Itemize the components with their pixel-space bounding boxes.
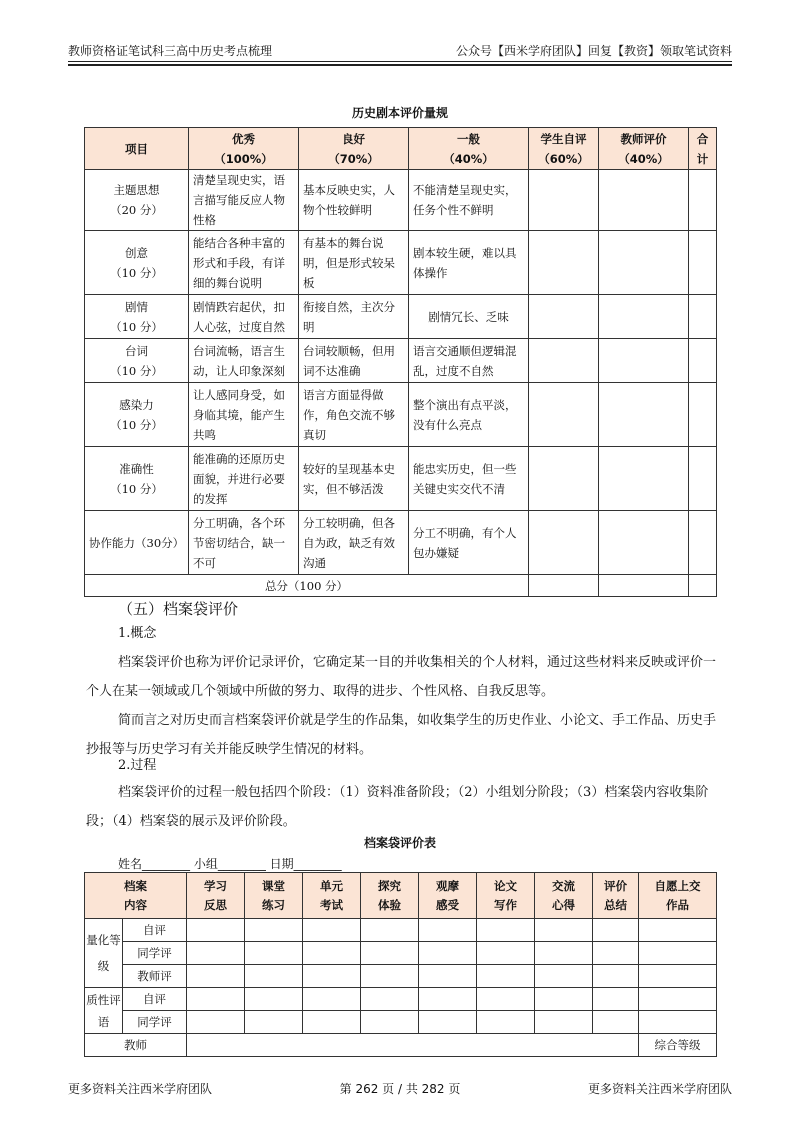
row-item: 台词 （10 分） <box>85 339 189 383</box>
total-cell[interactable] <box>689 447 717 511</box>
grade-cell[interactable] <box>593 942 639 965</box>
teacher-comment-cell[interactable] <box>187 1034 639 1057</box>
teacher-eval-cell[interactable] <box>599 339 689 383</box>
total-cell[interactable] <box>689 383 717 447</box>
table-row <box>85 988 717 1011</box>
teacher-eval-cell[interactable] <box>599 295 689 339</box>
comment-cell[interactable] <box>419 1011 477 1034</box>
good-text: 分工较明确，但各自为政，缺乏有效沟通 <box>303 515 395 570</box>
comment-cell[interactable] <box>361 1011 419 1034</box>
page-footer <box>68 1080 732 1097</box>
comment-cell[interactable] <box>477 1011 535 1034</box>
grade-cell[interactable] <box>477 965 535 988</box>
excellent-text: 能准确的还原历史面貌，并进行必要的发挥 <box>193 451 285 506</box>
group-qual: 质性评语 <box>85 988 123 1034</box>
comment-cell[interactable] <box>593 988 639 1011</box>
fair-text: 分工不明确，有个人包办嫌疑 <box>413 525 517 560</box>
grade-cell[interactable] <box>245 965 303 988</box>
th-excellent: 优秀 （100%） <box>189 128 299 170</box>
good-text: 较好的呈现基本史实，但不够活泼 <box>303 461 395 496</box>
total-cell[interactable] <box>689 295 717 339</box>
row-item: 创意 （10 分） <box>85 231 189 295</box>
paragraph-process: 档案袋评价的过程一般包括四个阶段：（1）资料准备阶段；（2）小组划分阶段；（3）档案袋内容收集阶段；（4）档案袋的展示及评价阶段。 <box>86 785 709 829</box>
grade-cell[interactable] <box>303 965 361 988</box>
comment-cell[interactable] <box>639 1011 717 1034</box>
teacher-eval-cell[interactable] <box>599 447 689 511</box>
self-eval-cell[interactable] <box>529 339 599 383</box>
total-cell[interactable] <box>689 511 717 575</box>
script-rubric-table <box>84 127 717 597</box>
teacher-eval-cell[interactable] <box>599 231 689 295</box>
th-col: 交流 心得 <box>535 873 593 919</box>
teacher-eval-cell[interactable] <box>599 575 689 597</box>
teacher-row <box>85 1034 717 1057</box>
good-text: 衔接自然，主次分明 <box>303 299 395 334</box>
th-item: 项目 <box>85 128 189 170</box>
row-label: 同学评 <box>123 942 187 965</box>
table-row <box>85 942 717 965</box>
teacher-eval-cell[interactable] <box>599 170 689 231</box>
grade-cell[interactable] <box>187 919 245 942</box>
excellent-text: 台词流畅，语言生动，让人印象深刻 <box>193 343 285 378</box>
header-rule-thick <box>68 64 732 66</box>
comment-cell[interactable] <box>187 1011 245 1034</box>
table-row <box>85 919 717 942</box>
footer-left: 更多资料关注西米学府团队 <box>68 1082 213 1096</box>
table-row <box>85 383 717 447</box>
teacher-eval-cell[interactable] <box>599 511 689 575</box>
row-label: 自评 <box>123 919 187 942</box>
fair-text: 整个演出有点平淡，没有什么亮点 <box>413 397 517 432</box>
grade-cell[interactable] <box>477 919 535 942</box>
footer-right: 更多资料关注西米学府团队 <box>587 1082 732 1096</box>
th-col: 课堂 练习 <box>245 873 303 919</box>
excellent-text: 能结合各种丰富的形式和手段，有详细的舞台说明 <box>193 235 285 290</box>
header-right: 公众号【西米学府团队】回复【教资】领取笔试资料 <box>455 44 732 58</box>
self-eval-cell[interactable] <box>529 170 599 231</box>
row-label: 教师评 <box>123 965 187 988</box>
row-label: 同学评 <box>123 1011 187 1034</box>
table-row <box>85 447 717 511</box>
th-col: 评价 总结 <box>593 873 639 919</box>
grade-cell[interactable] <box>419 942 477 965</box>
table-row <box>85 170 717 231</box>
grade-cell[interactable] <box>535 919 593 942</box>
paragraph-summary: 简而言之对历史而言档案袋评价就是学生的作品集，如收集学生的历史作业、小论文、手工作品、历史手抄报等与历史学习有关并能反映学生情况的材料。 <box>86 713 717 757</box>
section-title: （五）档案袋评价 <box>118 600 239 618</box>
comment-cell[interactable] <box>245 988 303 1011</box>
grade-cell[interactable] <box>419 919 477 942</box>
paragraph-concept: 档案袋评价也称为评价记录评价，它确定某一目的并收集相关的个人材料，通过这些材料来反映或评价一个人在某一领域或几个领域中所做的努力、取得的进步、个性风格、自我反思等。 <box>86 655 717 699</box>
total-cell[interactable] <box>689 231 717 295</box>
fair-text: 不能清楚呈现史实，任务个性不鲜明 <box>413 183 517 217</box>
teacher-label: 教师 <box>85 1034 187 1057</box>
grade-cell[interactable] <box>535 942 593 965</box>
th-self-eval: 学生自评 （60%） <box>529 128 599 170</box>
comment-cell[interactable] <box>303 988 361 1011</box>
th-corner: 档案 内容 <box>85 873 187 919</box>
table2-caption: 档案袋评价表 <box>363 836 436 850</box>
table2-header-row <box>85 873 717 919</box>
grade-cell[interactable] <box>245 942 303 965</box>
comment-cell[interactable] <box>535 1011 593 1034</box>
table-row <box>85 295 717 339</box>
row-item: 准确性 （10 分） <box>85 447 189 511</box>
grade-cell[interactable] <box>245 919 303 942</box>
self-eval-cell[interactable] <box>529 295 599 339</box>
comment-cell[interactable] <box>593 1011 639 1034</box>
fair-text: 语言交通顺但逻辑混乱，过度不自然 <box>413 343 517 378</box>
comment-cell[interactable] <box>187 988 245 1011</box>
fair-text: 剧情冗长、乏味 <box>428 309 509 324</box>
self-eval-cell[interactable] <box>529 231 599 295</box>
table-row <box>85 1011 717 1034</box>
good-text: 有基本的舞台说明，但是形式较呆板 <box>303 235 395 290</box>
self-eval-cell[interactable] <box>529 383 599 447</box>
grade-cell[interactable] <box>639 965 717 988</box>
table-row <box>85 965 717 988</box>
th-good: 良好 （70%） <box>299 128 409 170</box>
fair-text: 能忠实历史，但一些关键史实交代不清 <box>413 461 517 496</box>
good-text: 语言方面显得做作，角色交流不够真切 <box>303 387 395 442</box>
good-text: 基本反映史实，人物个性较鲜明 <box>303 183 395 217</box>
header-left: 教师资格证笔试科三高中历史考点梳理 <box>68 44 273 58</box>
grade-cell[interactable] <box>361 942 419 965</box>
total-cell[interactable] <box>689 170 717 231</box>
th-col: 单元 考试 <box>303 873 361 919</box>
grade-cell[interactable] <box>303 919 361 942</box>
good-text: 台词较顺畅，但用词不达准确 <box>303 343 395 378</box>
table1-header-row <box>85 128 717 170</box>
row-item: 协作能力（30分） <box>85 511 189 575</box>
row-item: 剧情 （10 分） <box>85 295 189 339</box>
grade-cell[interactable] <box>639 919 717 942</box>
page-header <box>68 42 732 60</box>
table1-caption: 历史剧本评价量规 <box>351 106 448 120</box>
portfolio-eval-table <box>84 872 717 1057</box>
grade-cell[interactable] <box>477 942 535 965</box>
grade-cell[interactable] <box>593 919 639 942</box>
comment-cell[interactable] <box>419 988 477 1011</box>
total-cell[interactable] <box>689 339 717 383</box>
th-col: 论文 写作 <box>477 873 535 919</box>
total-cell[interactable] <box>689 575 717 597</box>
excellent-text: 分工明确，各个环节密切结合，缺一不可 <box>193 515 285 570</box>
grade-cell[interactable] <box>535 965 593 988</box>
self-eval-cell[interactable] <box>529 447 599 511</box>
self-eval-cell[interactable] <box>529 575 599 597</box>
subheading-concept: 1.概念 <box>118 626 157 641</box>
excellent-text: 剧情跌宕起伏，扣人心弦，过度自然 <box>193 299 285 334</box>
overall-grade-label: 综合等级 <box>639 1034 717 1057</box>
th-col: 学习 反思 <box>187 873 245 919</box>
row-label: 自评 <box>123 988 187 1011</box>
comment-cell[interactable] <box>245 1011 303 1034</box>
th-col: 自愿上交 作品 <box>639 873 717 919</box>
comment-cell[interactable] <box>535 988 593 1011</box>
subheading-process: 2.过程 <box>118 758 157 773</box>
self-eval-cell[interactable] <box>529 511 599 575</box>
fair-text: 剧本较生硬，难以具体操作 <box>413 245 517 280</box>
excellent-text: 让人感同身受，如身临其境，能产生共鸣 <box>193 387 285 442</box>
grade-cell[interactable] <box>187 942 245 965</box>
table-row <box>85 339 717 383</box>
th-fair: 一般 （40%） <box>409 128 529 170</box>
comment-cell[interactable] <box>303 1011 361 1034</box>
table-row <box>85 511 717 575</box>
grade-cell[interactable] <box>303 942 361 965</box>
page-number: 第 262 页 / 共 282 页 <box>339 1082 461 1096</box>
grade-cell[interactable] <box>639 942 717 965</box>
total-label: 总分（100 分） <box>85 575 529 597</box>
grade-cell[interactable] <box>593 965 639 988</box>
grade-cell[interactable] <box>361 919 419 942</box>
form-fields-line: 姓名________ 小组________ 日期________ <box>118 857 342 871</box>
table-row <box>85 231 717 295</box>
th-col: 观摩 感受 <box>419 873 477 919</box>
comment-cell[interactable] <box>639 988 717 1011</box>
group-quant: 量化等级 <box>85 919 123 988</box>
th-col: 探究 体验 <box>361 873 419 919</box>
header-rule-thin <box>68 61 732 62</box>
grade-cell[interactable] <box>361 965 419 988</box>
excellent-text: 清楚呈现史实，语言描写能反应人物性格 <box>193 173 285 227</box>
th-total: 合 计 <box>689 128 717 170</box>
row-item: 感染力 （10 分） <box>85 383 189 447</box>
row-item: 主题思想 （20 分） <box>85 170 189 231</box>
comment-cell[interactable] <box>361 988 419 1011</box>
grade-cell[interactable] <box>419 965 477 988</box>
th-teacher-eval: 教师评价 （40%） <box>599 128 689 170</box>
comment-cell[interactable] <box>477 988 535 1011</box>
teacher-eval-cell[interactable] <box>599 383 689 447</box>
grade-cell[interactable] <box>187 965 245 988</box>
total-row <box>85 575 717 597</box>
